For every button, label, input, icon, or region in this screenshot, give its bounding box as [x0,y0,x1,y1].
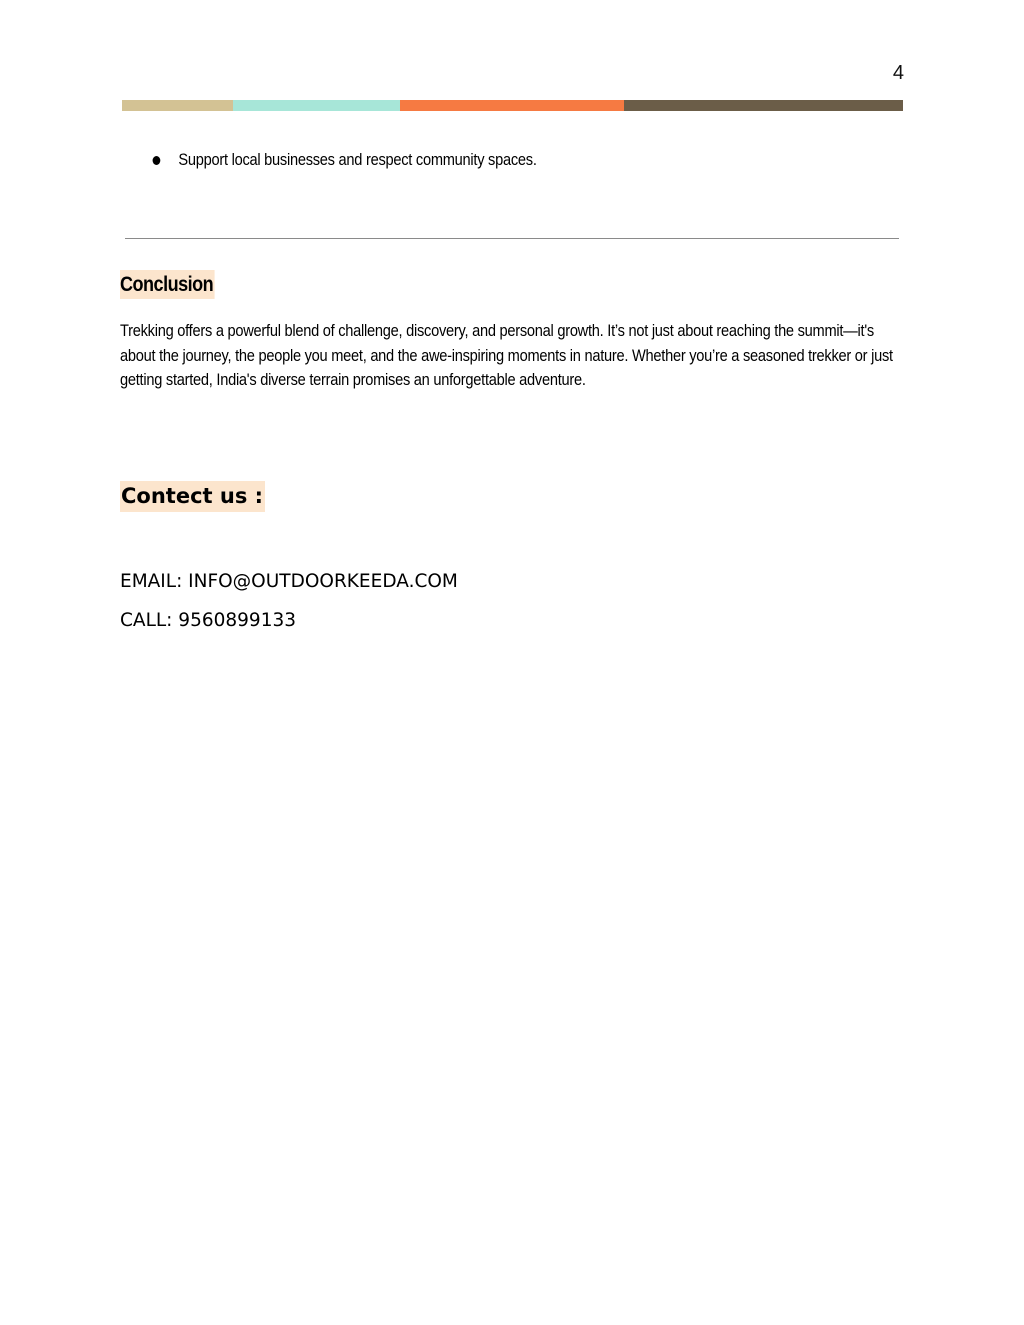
color-bar-segment-mint [233,100,400,111]
list-item [150,148,537,172]
conclusion-paragraph: Trekking offers a powerful blend of challenge, discovery, and personal growth. It’s not just about reaching the summit—it's about the journey, the people you meet, and the awe-inspiring moments in nature. Whether you’re a seasoned trekker or just getting started, India's diverse terrain promises an unforgettable adventure. [120,321,893,389]
contact-phone[interactable]: CALL: 9560899133 [120,610,297,631]
contact-heading: Contect us : [120,481,265,512]
contact-email[interactable]: EMAIL: INFO@OUTDOORKEEDA.COM [120,571,458,592]
list-item-text: Support local businesses and respect community spaces. [178,150,537,169]
decorative-color-bar [122,100,903,111]
bullet-list [150,148,600,172]
color-bar-segment-brown [624,100,903,111]
color-bar-segment-orange [400,100,624,111]
bullet-dot-icon [153,156,161,165]
section-divider [125,238,899,239]
page-number: 4 [892,62,904,84]
conclusion-heading: Conclusion [120,270,215,299]
color-bar-segment-tan [122,100,233,111]
